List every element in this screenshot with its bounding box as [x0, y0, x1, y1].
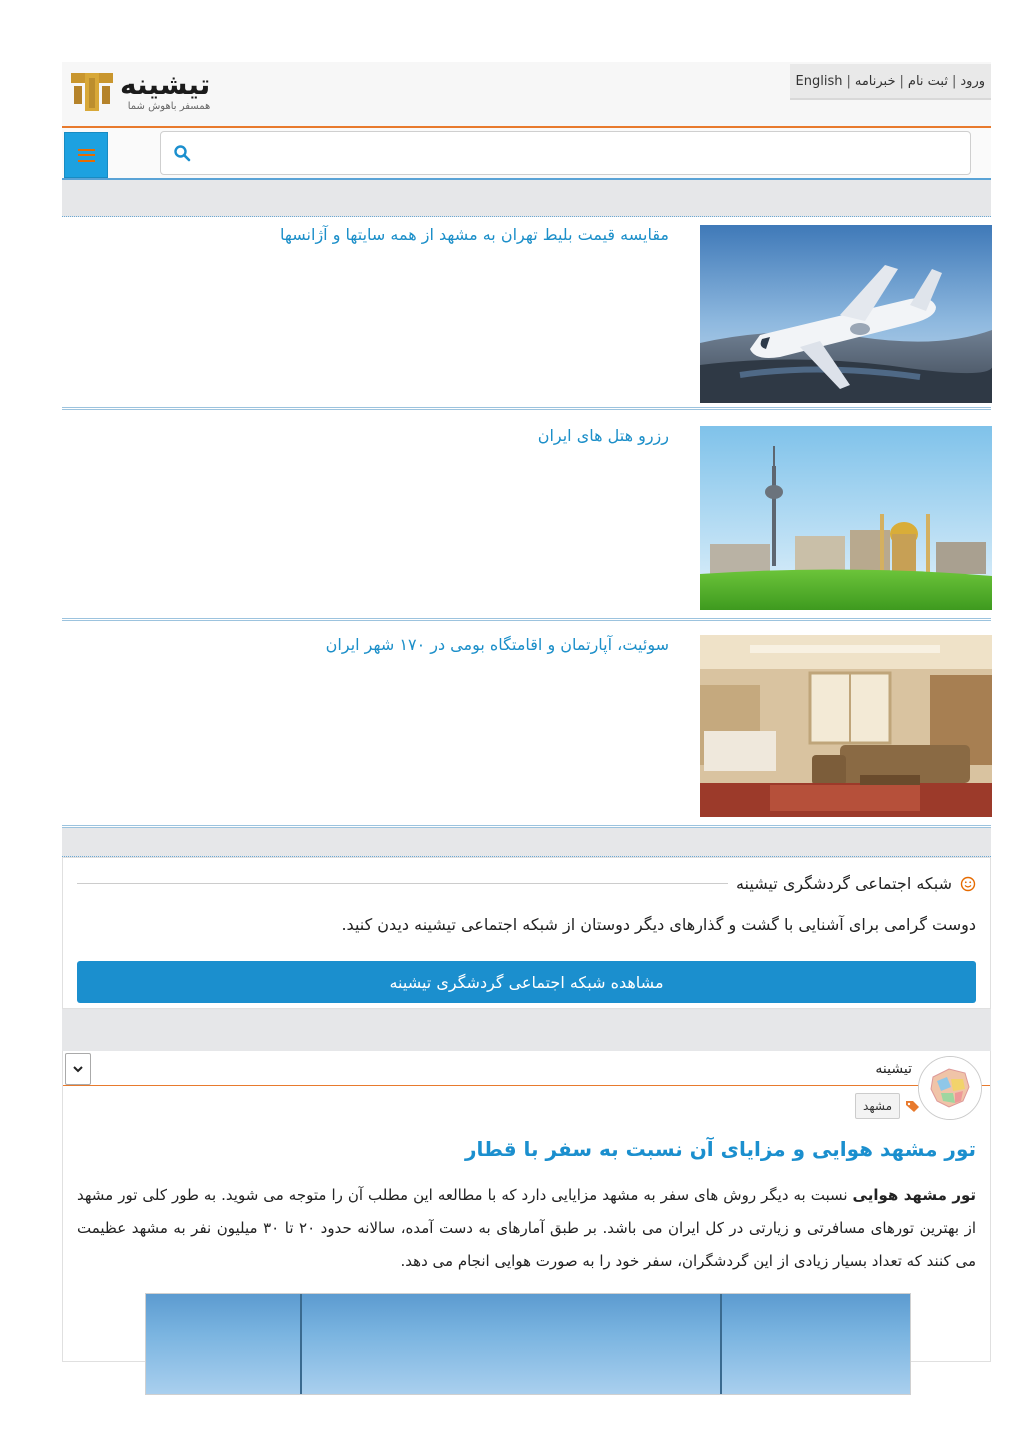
post-body	[77, 1179, 976, 1278]
promo-item	[62, 629, 991, 828]
menu-button[interactable]	[64, 132, 108, 178]
search-bar	[62, 128, 991, 180]
promo-item	[62, 217, 991, 410]
author-name[interactable]: تیشینه	[875, 1061, 912, 1077]
promo-item	[62, 418, 991, 621]
separator: |	[951, 73, 957, 89]
logo-name: تیشینه	[120, 68, 211, 101]
top-links	[790, 64, 991, 100]
author-avatar[interactable]	[918, 1056, 982, 1120]
social-description: دوست گرامی برای آشنایی با گشت و گذارهای دیگر دوستان از شبکه اجتماعی تیشینه دیدن کنید.	[341, 915, 976, 934]
page-frame	[62, 62, 991, 1362]
promo-title-apartments[interactable]: سوئیت، آپارتمان و اقامتگاه بومی در ۱۷۰ شهر ایران	[325, 635, 669, 654]
view-social-network-button[interactable]: مشاهده شبکه اجتماعی گردشگری تیشینه	[77, 961, 976, 1003]
search-icon[interactable]	[173, 144, 191, 162]
hotel-room-image[interactable]	[700, 635, 992, 817]
post-title[interactable]: تور مشهد هوایی و مزایای آن نسبت به سفر با قطار	[464, 1137, 976, 1161]
english-link[interactable]: English	[795, 73, 843, 89]
logo-tagline: همسفر باهوش شما	[127, 101, 211, 112]
section-divider	[62, 180, 991, 217]
tag-icon	[904, 1099, 920, 1113]
social-network-card	[62, 857, 991, 1009]
section-divider	[62, 828, 991, 857]
post-lead[interactable]: تور مشهد هوایی	[852, 1186, 977, 1204]
post-header	[63, 1051, 990, 1086]
post-image[interactable]	[145, 1293, 911, 1395]
post-tags	[855, 1093, 920, 1119]
section-divider	[62, 1009, 991, 1051]
site-logo[interactable]	[70, 70, 210, 114]
register-link[interactable]: ثبت نام	[907, 73, 948, 89]
iran-landmarks-image[interactable]	[700, 426, 992, 610]
airplane-image[interactable]	[700, 225, 992, 403]
logo-mark-icon	[70, 70, 114, 114]
search-input[interactable]	[161, 132, 970, 174]
promo-title-hotels[interactable]: رزرو هتل های ایران	[537, 426, 669, 445]
login-link[interactable]: ورود	[960, 73, 985, 89]
separator: |	[846, 73, 851, 89]
smile-icon	[960, 876, 976, 892]
newsletter-link[interactable]: خبرنامه	[854, 73, 896, 89]
social-heading: شبکه اجتماعی گردشگری تیشینه	[735, 874, 952, 893]
tag-mashhad[interactable]: مشهد	[855, 1093, 900, 1119]
post-card	[62, 1051, 991, 1362]
hamburger-icon	[78, 149, 95, 162]
search-box	[160, 131, 971, 175]
promo-title-flights[interactable]: مقایسه قیمت بلیط تهران به مشهد از همه سایتها و آژانسها	[280, 225, 669, 244]
heading-rule	[77, 883, 728, 884]
chevron-down-icon	[73, 1066, 83, 1073]
separator: |	[899, 73, 904, 89]
post-options-dropdown[interactable]	[65, 1053, 91, 1085]
post-body-text: نسبت به دیگر روش های سفر به مشهد مزایایی دارد که با مطالعه این مطلب آن را متوجه می شوید. به طور کلی تور مشهد از بهترین تورهای مسافرتی و زیارتی در کل ایران می باشد. بر طبق آمارهای به دست آمده، سالانه حدود ۲۰ تا ۳۰ میلیون نفر به مشهد عظیمت می کنند که تعداد بسیار زیادی از این گردشگران، سفر خود را به صورت هوایی انجام می دهد.	[77, 1186, 976, 1270]
site-header	[62, 62, 991, 128]
